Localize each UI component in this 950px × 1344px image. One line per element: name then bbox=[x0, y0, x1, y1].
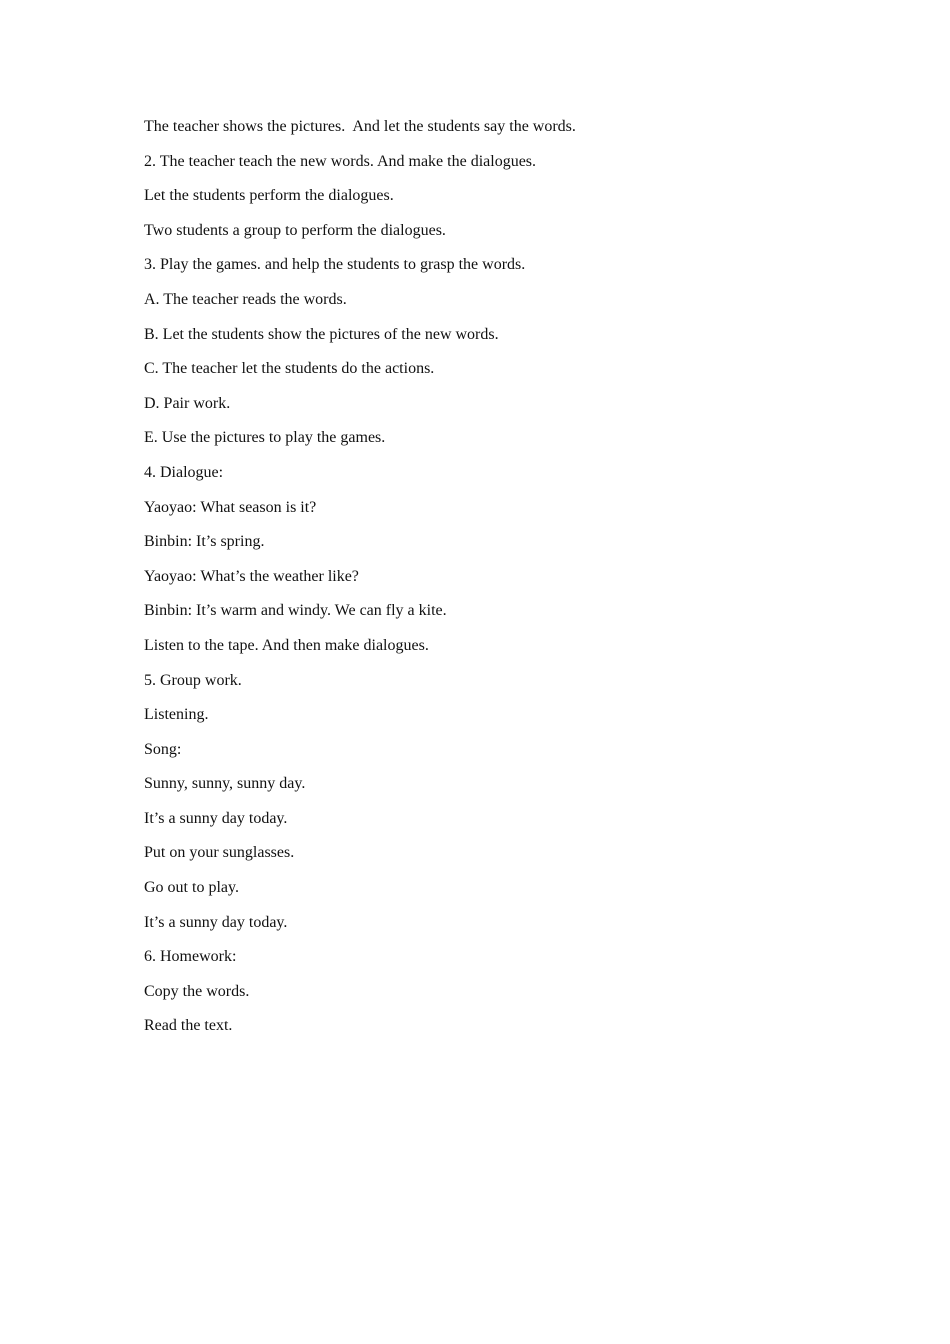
paragraph-line: 2. The teacher teach the new words. And make the dialogues. bbox=[144, 152, 537, 170]
paragraph-line: B. Let the students show the pictures of the new words. bbox=[144, 325, 499, 343]
paragraph-line: Copy the words. bbox=[144, 982, 250, 1000]
paragraph-line: Yaoyao: What’s the weather like? bbox=[144, 567, 359, 585]
paragraph-line: Listen to the tape. And then make dialogues. bbox=[144, 636, 429, 654]
paragraph-line: Sunny, sunny, sunny day. bbox=[144, 775, 306, 793]
paragraph-line: Two students a group to perform the dialogues. bbox=[144, 221, 446, 239]
paragraph-line: E. Use the pictures to play the games. bbox=[144, 429, 386, 447]
paragraph-line: It’s a sunny day today. bbox=[144, 913, 288, 931]
paragraph-line: 4. Dialogue: bbox=[144, 463, 224, 481]
document-body bbox=[144, 116, 844, 1050]
paragraph-line: C. The teacher let the students do the actions. bbox=[144, 360, 435, 378]
paragraph-line: The teacher shows the pictures. And let the students say the words. bbox=[144, 118, 576, 135]
paragraph-line: Binbin: It’s warm and windy. We can fly a kite. bbox=[144, 602, 447, 620]
paragraph-line: It’s a sunny day today. bbox=[144, 809, 288, 827]
paragraph-line: 3. Play the games. and help the students to grasp the words. bbox=[144, 256, 526, 274]
paragraph-line: Song: bbox=[144, 740, 182, 758]
paragraph-line: Read the text. bbox=[144, 1017, 233, 1035]
paragraph-line: 5. Group work. bbox=[144, 671, 242, 689]
paragraph-line: Let the students perform the dialogues. bbox=[144, 187, 394, 205]
paragraph-line: A. The teacher reads the words. bbox=[144, 290, 347, 308]
paragraph-line: Listening. bbox=[144, 706, 209, 724]
paragraph-line: Yaoyao: What season is it? bbox=[144, 498, 317, 516]
paragraph-line: Binbin: It’s spring. bbox=[144, 533, 265, 551]
paragraph-line: 6. Homework: bbox=[144, 948, 237, 966]
paragraph-line: D. Pair work. bbox=[144, 394, 231, 412]
paragraph-line: Put on your sunglasses. bbox=[144, 844, 295, 862]
paragraph-line: Go out to play. bbox=[144, 879, 239, 897]
